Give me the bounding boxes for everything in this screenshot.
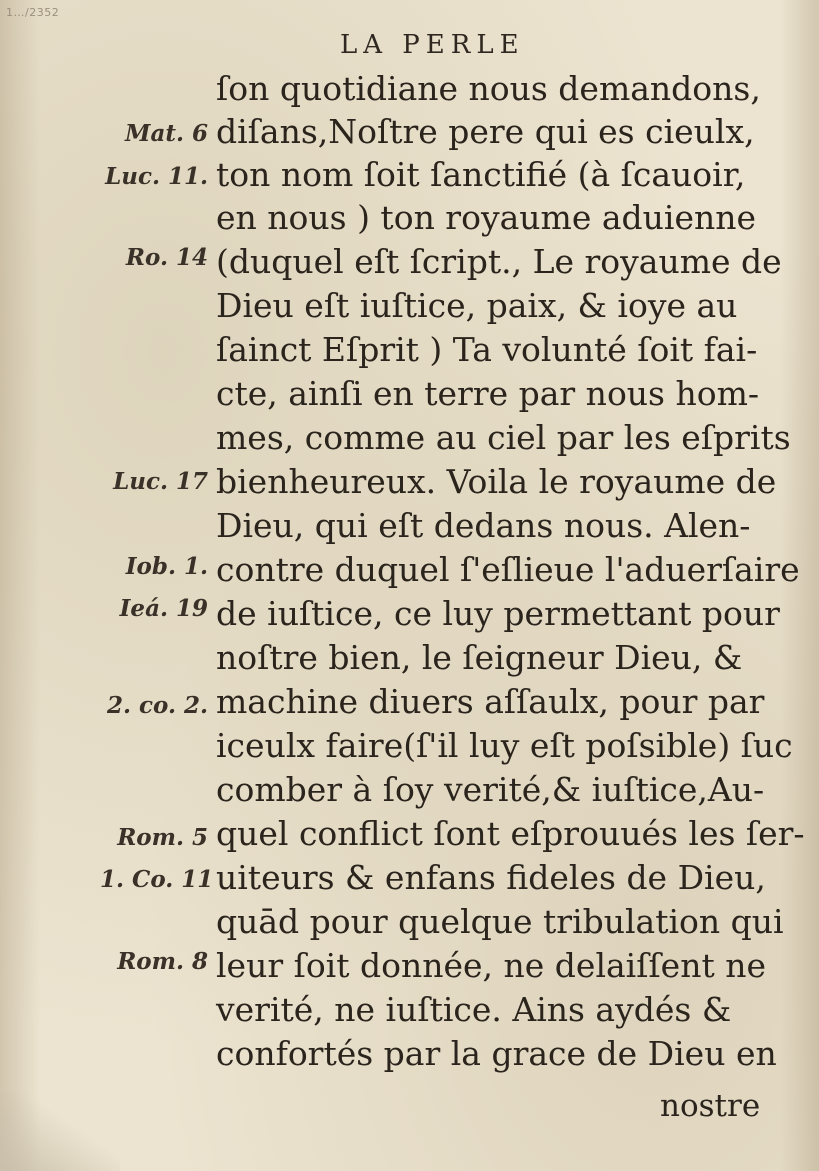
- running-head: LA PERLE: [340, 30, 525, 60]
- text-line: (duquel eſt ſcript., Le royaume de: [216, 242, 782, 281]
- margin-note: Mat. 6: [124, 120, 208, 147]
- text-line: contre duquel ſ'eſlieue l'aduerſaire: [216, 550, 800, 589]
- text-line: quel conflict ſont eſprouués les ſer-: [216, 814, 805, 853]
- text-line: machine diuers aſſaulx, pour par: [216, 682, 765, 721]
- margin-note: 2. co. 2.: [107, 692, 208, 719]
- text-line: verité, ne iuſtice. Ains aydés &: [216, 990, 732, 1029]
- text-line: iceulx faire(ſ'il luy eſt poſsible) ſuc: [216, 726, 793, 765]
- text-line: bienheureux. Voila le royaume de: [216, 462, 777, 501]
- text-line: de iuſtice, ce luy permettant pour: [216, 594, 780, 633]
- text-line: ton nom ſoit ſanctifié (à ſcauoir,: [216, 155, 746, 194]
- text-line: quād pour quelque tribulation qui: [216, 902, 784, 941]
- catchword: nostre: [660, 1088, 761, 1124]
- margin-note: Ro. 14: [125, 244, 208, 271]
- text-line: leur ſoit donnée, ne delaiſſent ne: [216, 946, 766, 985]
- text-line: diſans,Noſtre pere qui es cieulx,: [216, 112, 755, 151]
- margin-note: Rom. 8: [117, 948, 208, 975]
- margin-note: Luc. 11.: [105, 163, 208, 190]
- text-line: en nous ) ton royaume aduienne: [216, 198, 757, 237]
- text-line: comber à ſoy verité,& iuſtice,Au-: [216, 770, 765, 809]
- margin-note: Rom. 5: [117, 824, 208, 851]
- margin-note: Ieá. 19: [119, 595, 208, 622]
- text-line: uiteurs & enfans fideles de Dieu,: [216, 858, 766, 897]
- text-line: mes, comme au ciel par les eſprits: [216, 418, 791, 457]
- margin-note: 1. Co. 11: [100, 866, 214, 893]
- text-line: Dieu, qui eſt dedans nous. Alen-: [216, 506, 751, 545]
- text-line: Dieu eſt iuſtice, paix, & ioye au: [216, 286, 738, 325]
- margin-note: Iob. 1.: [125, 553, 208, 580]
- page-corner-fold: [0, 1091, 120, 1171]
- text-line: cte, ainſi en terre par nous hom-: [216, 374, 760, 413]
- text-line: ſainct Eſprit ) Ta volunté ſoit fai-: [216, 330, 758, 369]
- text-line: ſon quotidiane nous demandons,: [216, 69, 761, 108]
- text-line: noſtre bien, le ſeigneur Dieu, &: [216, 638, 743, 677]
- text-line: confortés par la grace de Dieu en: [216, 1034, 777, 1073]
- library-stamp: 1…/2352: [6, 6, 60, 19]
- margin-note: Luc. 17: [113, 468, 208, 495]
